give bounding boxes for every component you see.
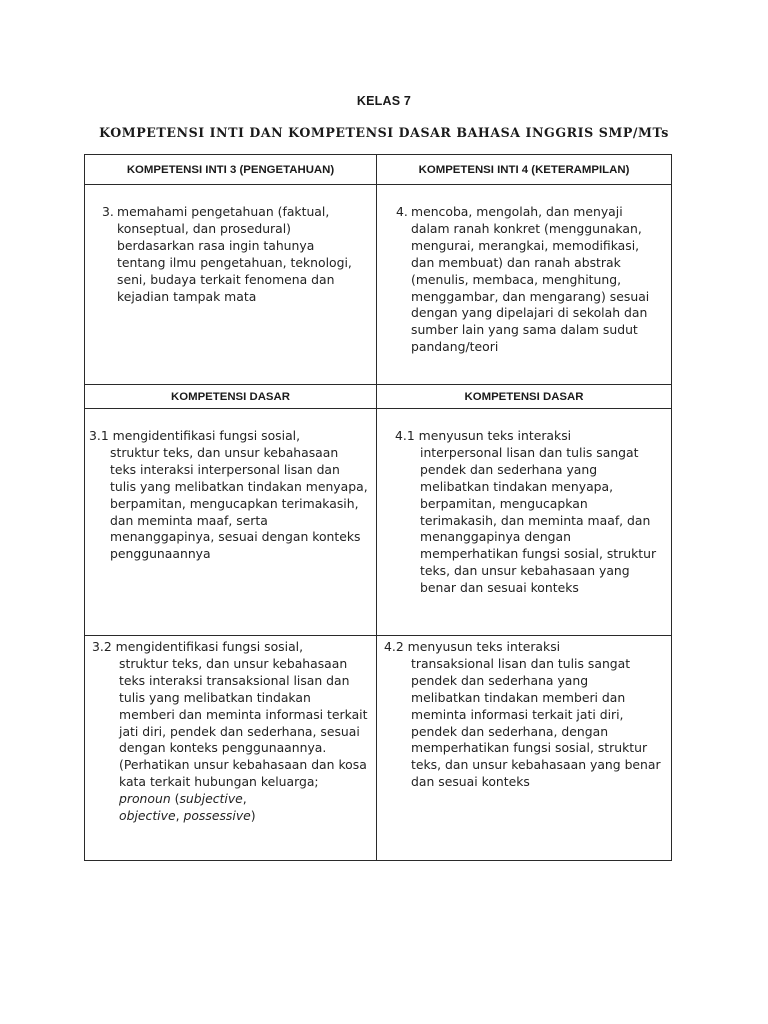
kd-3-2-item [85,636,376,825]
kd-4-2-cell [377,636,672,861]
kd-4-2-item [377,636,671,791]
kd-3-2-comma-2: , [175,808,184,824]
ki3-text: memahami pengetahuan (faktual, konseptual, dan prosedural) berdasarkan rasa ingin tahunya tentang ilmu pengetahuan, teknologi, seni, budaya terkait fenomena dan kejadian tampak mata [117,204,352,304]
kd-4-1-cell [377,409,672,636]
kd-4-1-first-text: menyusun teks interaksi [418,428,572,443]
ki4-item [377,185,671,356]
kd-4-2-text: transaksional lisan dan tulis sangat pendek dan sederhana yang melibatkan tindakan memberi dan meminta informasi terkait jati diri, pendek dan sederhana, dengan memperhatikan fungsi sosial, struktur teks, dan unsur kebahasaan yang benar dan sesuai konteks [411,655,661,790]
kd-3-2-first-text: mengidentifikasi fungsi sosial, [115,639,304,654]
kd-3-2-body: struktur teks, dan unsur kebahasaan teks interaksi transaksional lisan dan tulis yang melibatkan tindakan memberi dan meminta informasi terkait jati diri, pendek dan sederhana, sesuai dengan konteks penggunaannya. (Perhatikan unsur kebahasaan dan kosa kata terkait hubungan keluarga; [119,655,368,790]
kd-4-1-item [377,409,671,597]
kd-3-1-item [85,409,376,563]
kd-3-1-text: struktur teks, dan unsur kebahasaan teks interaksi interpersonal lisan dan tulis yang melibatkan tindakan menyapa, berpamitan, mengucapkan terimakasih, dan meminta maaf, serta menanggapinya, sesuai dengan konteks penggunaannya [110,444,368,562]
kd-3-2-comma-1: , [242,791,247,807]
table-row [85,385,672,409]
kd-3-2-paren-open: ( [170,791,180,807]
kd-3-2-paren-close: ) [250,808,256,824]
kd-3-2-possessive: possessive [183,808,251,824]
kd-4-1-text: interpersonal lisan dan tulis sangat pendek dan sederhana yang melibatkan tindakan menyapa, berpamitan, mengucapkan terimakasih, dan meminta maaf, dan menanggapinya dengan memperhatikan fungsi sosial, struktur teks, dan unsur kebahasaan yang benar dan sesuai konteks [420,444,657,596]
kd-3-2-first-line [92,639,368,656]
ki3-header: KOMPETENSI INTI 3 (PENGETAHUAN) [85,155,377,185]
ki3-item [85,185,376,305]
ki4-cell [377,185,672,385]
kd-3-2-pronoun: pronoun [119,791,171,807]
ki3-cell [85,185,377,385]
kd-4-2-number: 4.2 [384,639,404,654]
class-label: KELAS 7 [356,94,412,108]
table-row [85,185,672,385]
ki4-text: mencoba, mengolah, dan menyaji dalam ranah konkret (menggunakan, mengurai, merangkai, memodifikasi, dan membuat) dan ranah abstrak (menulis, membaca, menghitung, menggambar, dan mengarang) sesuai dengan yang dipelajari di sekolah dan sumber lain yang sama dalam sudut pandang/teori [411,204,650,355]
kd-4-1-number: 4.1 [395,428,415,443]
kd-3-2-subjective: subjective [179,791,243,807]
kd-3-1-first-text: mengidentifikasi fungsi sosial, [112,428,301,443]
ki4-number: 4. [396,204,408,219]
kd-3-1-first-line [89,428,368,445]
kd-header-left: KOMPETENSI DASAR [85,385,377,409]
kd-3-2-number: 3.2 [92,639,112,654]
ki4-header: KOMPETENSI INTI 4 (KETERAMPILAN) [377,155,672,185]
page-heading: KOMPETENSI INTI DAN KOMPETENSI DASAR BAHASA INGGRIS SMP/MTs [99,125,669,140]
table-row [85,155,672,185]
table-row [85,636,672,861]
kd-3-1-cell [85,409,377,636]
kd-4-2-first-line [384,639,661,656]
kd-3-2-text [92,656,368,825]
kd-4-2-first-text: menyusun teks interaksi [407,639,561,654]
kd-4-1-first-line [395,428,661,445]
kd-3-2-cell [85,636,377,861]
kd-header-right: KOMPETENSI DASAR [377,385,672,409]
ki3-number: 3. [102,204,114,219]
competency-table [84,154,672,861]
table-row [85,409,672,636]
kd-3-2-objective: objective [119,808,176,824]
kd-3-1-number: 3.1 [89,428,109,443]
